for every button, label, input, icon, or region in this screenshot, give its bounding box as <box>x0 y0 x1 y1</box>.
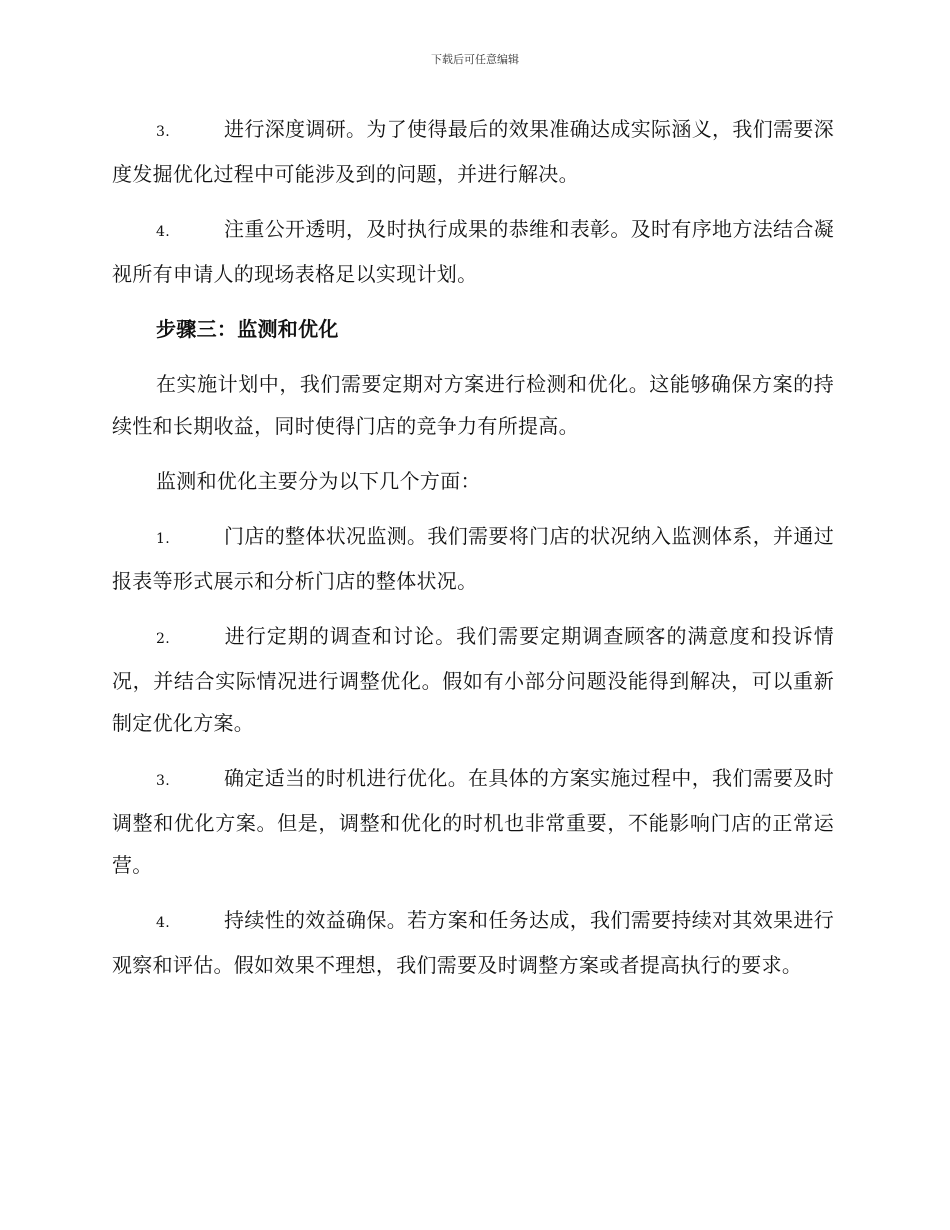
list-number: 4. <box>156 915 170 931</box>
list-text: 进行深度调研。为了使得最后的效果准确达成实际涵义，我们需要深度发掘优化过程中可能涉及到的问题，并进行解决。 <box>112 117 834 186</box>
section-heading: 步骤三：监测和优化 <box>156 317 339 341</box>
list-text: 确定适当的时机进行优化。在具体的方案实施过程中，我们需要及时调整和优化方案。但是，调整和优化的时机也非常重要，不能影响门店的正常运营。 <box>112 766 834 877</box>
list-number: 3. <box>156 124 170 140</box>
document-body <box>112 108 834 999</box>
list-text: 持续性的效益确保。若方案和任务达成，我们需要持续对其效果进行观察和评估。假如效果不理想，我们需要及时调整方案或者提高执行的要求。 <box>112 908 834 977</box>
list-number: 3. <box>156 773 170 789</box>
list-number: 1. <box>156 531 170 547</box>
list-item <box>112 615 834 744</box>
list-text: 门店的整体状况监测。我们需要将门店的状况纳入监测体系，并通过报表等形式展示和分析门店的整体状况。 <box>112 524 834 593</box>
list-text: 进行定期的调查和讨论。我们需要定期调查顾客的满意度和投诉情况，并结合实际情况进行调整优化。假如有小部分问题没能得到解决，可以重新制定优化方案。 <box>112 624 834 735</box>
list-number: 4. <box>156 224 170 240</box>
aspects-intro: 监测和优化主要分为以下几个方面： <box>156 469 481 493</box>
list-item <box>112 208 834 295</box>
page-header: 下载后可任意编辑 <box>431 53 519 66</box>
list-number: 2. <box>156 631 170 647</box>
list-item <box>112 757 834 886</box>
list-item <box>112 515 834 602</box>
intro-paragraph: 在实施计划中，我们需要定期对方案进行检测和优化。这能够确保方案的持续性和长期收益，同时使得门店的竞争力有所提高。 <box>112 372 834 438</box>
list-text: 注重公开透明，及时执行成果的恭维和表彰。及时有序地方法结合凝视所有申请人的现场表格足以实现计划。 <box>112 217 834 286</box>
list-item <box>112 108 834 195</box>
list-item <box>112 899 834 986</box>
